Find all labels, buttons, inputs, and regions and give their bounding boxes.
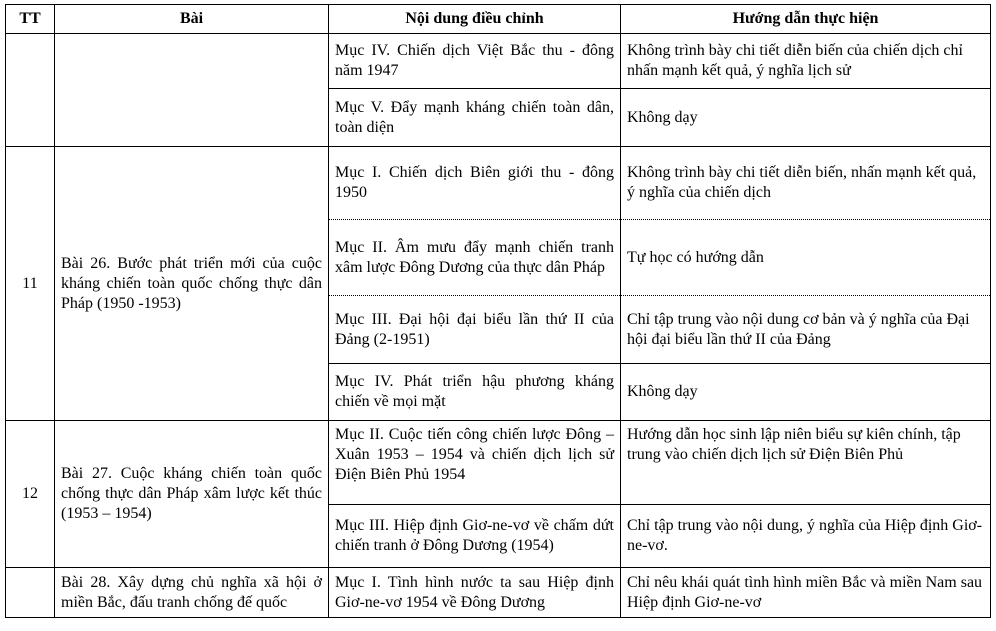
table-header-row <box>6 5 991 34</box>
guidance-cell: Chỉ nêu khái quát tình hình miền Bắc và miền Nam sau Hiệp định Giơ-ne-vơ <box>621 568 991 618</box>
lesson-cell: Bài 27. Cuộc kháng chiến toàn quốc chống thực dân Pháp xâm lược kết thúc (1953 – 1954) <box>55 421 329 568</box>
adjustment-content-cell: Mục V. Đẩy mạnh kháng chiến toàn dân, toàn diện <box>329 89 621 147</box>
guidance-cell: Chỉ tập trung vào nội dung cơ bản và ý nghĩa của Đại hội đại biểu lần thứ II của Đảng <box>621 296 991 364</box>
adjustment-content-cell: Mục IV. Chiến dịch Việt Bắc thu - đông năm 1947 <box>329 34 621 89</box>
adjustment-content-cell: Mục III. Đại hội đại biểu lần thứ II của Đảng (2-1951) <box>329 296 621 364</box>
table-row <box>6 147 991 220</box>
header-huong-dan: Hướng dẫn thực hiện <box>621 5 991 34</box>
guidance-cell: Không dạy <box>621 89 991 147</box>
adjustment-content-cell: Mục III. Hiệp định Giơ-ne-vơ về chấm dứt chiến tranh ở Đông Dương (1954) <box>329 505 621 568</box>
guidance-cell: Không trình bày chi tiết diễn biến, nhấn mạnh kết quả, ý nghĩa của chiến dịch <box>621 147 991 220</box>
header-noi-dung: Nội dung điều chỉnh <box>329 5 621 34</box>
guidance-cell: Tự học có hướng dẫn <box>621 220 991 296</box>
row-number-cell <box>6 34 55 147</box>
content-adjustment-table <box>5 4 991 618</box>
row-number-cell <box>6 568 55 618</box>
row-number-cell: 12 <box>6 421 55 568</box>
row-number-cell: 11 <box>6 147 55 421</box>
table-row <box>6 421 991 505</box>
adjustment-content-cell: Mục II. Cuộc tiến công chiến lược Đông – Xuân 1953 – 1954 và chiến dịch lịch sử Điện Biên Phủ 1954 <box>329 421 621 505</box>
adjustment-content-cell: Mục I. Tình hình nước ta sau Hiệp định Giơ-ne-vơ 1954 về Đông Dương <box>329 568 621 618</box>
guidance-cell: Không trình bày chi tiết diễn biến của chiến dịch chỉ nhấn mạnh kết quả, ý nghĩa lịch sử <box>621 34 991 89</box>
lesson-cell: Bài 28. Xây dựng chủ nghĩa xã hội ở miền Bắc, đấu tranh chống đế quốc <box>55 568 329 618</box>
lesson-cell <box>55 34 329 147</box>
guidance-cell: Chỉ tập trung vào nội dung, ý nghĩa của Hiệp định Giơ-ne-vơ. <box>621 505 991 568</box>
adjustment-content-cell: Mục I. Chiến dịch Biên giới thu - đông 1950 <box>329 147 621 220</box>
adjustment-content-cell: Mục II. Âm mưu đẩy mạnh chiến tranh xâm lược Đông Dương của thực dân Pháp <box>329 220 621 296</box>
guidance-cell: Không dạy <box>621 364 991 421</box>
table-row <box>6 34 991 89</box>
lesson-cell: Bài 26. Bước phát triển mới của cuộc kháng chiến toàn quốc chống thực dân Pháp (1950 -1953) <box>55 147 329 421</box>
header-bai: Bài <box>55 5 329 34</box>
adjustment-content-cell: Mục IV. Phát triển hậu phương kháng chiến về mọi mặt <box>329 364 621 421</box>
guidance-cell: Hướng dẫn học sinh lập niên biểu sự kiên chính, tập trung vào chiến dịch lịch sử Điện Biên Phủ <box>621 421 991 505</box>
table-row <box>6 568 991 618</box>
header-tt: TT <box>6 5 55 34</box>
